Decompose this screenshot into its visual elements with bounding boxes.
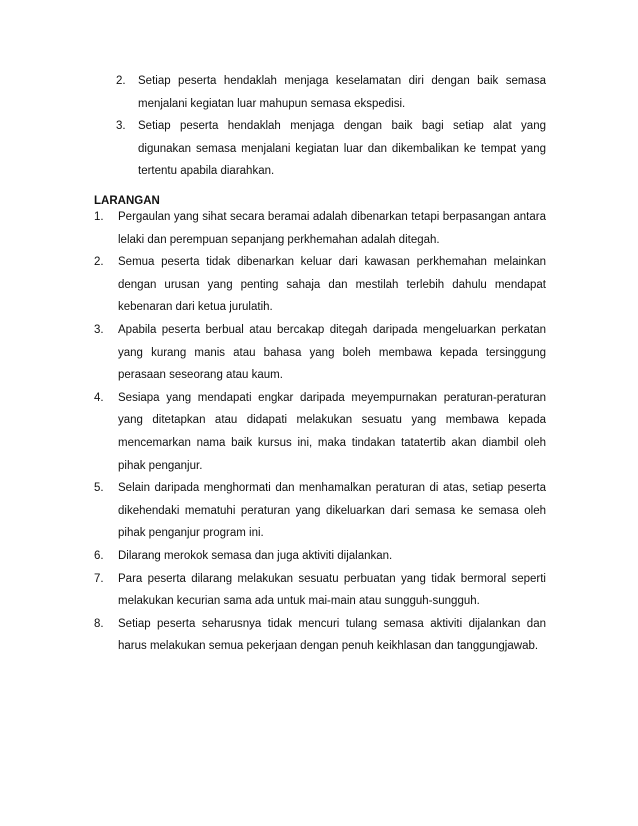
list-item [94, 545, 546, 568]
item-number: 4. [94, 391, 104, 404]
item-number: 3. [94, 323, 104, 336]
continued-rules-list [116, 70, 546, 183]
list-item [116, 70, 546, 115]
item-text: Selain daripada menghormati dan menhamalkan peraturan di atas, setiap peserta dikehendaki mematuhi peraturan yang dikeluarkan dari semasa ke semasa oleh pihak penganjur program ini. [118, 482, 546, 540]
item-text: Semua peserta tidak dibenarkan keluar dari kawasan perkhemahan melainkan dengan urusan yang penting sahaja dan mestilah terlebih dahulu mendapat kebenaran dari ketua jurulatih. [118, 256, 546, 314]
list-item [116, 115, 546, 183]
item-text: Para peserta dilarang melakukan sesuatu perbuatan yang tidak bermoral seperti melakukan kecurian sama ada untuk mai-main atau sungguh-sungguh. [118, 572, 546, 608]
list-item [94, 319, 546, 387]
item-number: 7. [94, 572, 104, 585]
item-number: 2. [94, 256, 104, 269]
item-number: 3. [116, 120, 126, 132]
item-number: 2. [116, 75, 126, 87]
item-text: Setiap peserta hendaklah menjaga keselamatan diri dengan baik semasa menjalani kegiatan luar mahupun semasa ekspedisi. [138, 75, 546, 110]
list-item [94, 613, 546, 658]
item-number: 1. [94, 211, 104, 223]
list-item [94, 251, 546, 319]
item-number: 8. [94, 617, 104, 630]
item-text: Dilarang merokok semasa dan juga aktiviti dijalankan. [118, 549, 393, 562]
item-text: Setiap peserta hendaklah menjaga dengan baik bagi setiap alat yang digunakan semasa menjalani kegiatan luar dan dikembalikan ke tempat yang tertentu apabila diarahkan. [138, 120, 546, 177]
section-heading: LARANGAN [94, 195, 160, 207]
list-item [94, 206, 546, 251]
item-text: Sesiapa yang mendapati engkar daripada meyempurnakan peraturan-peraturan yang ditetapkan atau didapati melakukan sesuatu yang membawa kepada mencemarkan nama baik kursus ini, maka tindakan tatatertib akan diambil oleh pihak penganjur. [118, 391, 546, 472]
list-item [94, 568, 546, 613]
larangan-list [94, 206, 546, 658]
item-number: 5. [94, 482, 104, 495]
item-text: Setiap peserta seharusnya tidak mencuri tulang semasa aktiviti dijalankan dan harus melakukan semua pekerjaan dengan penuh keikhlasan dan tanggungjawab. [118, 617, 546, 653]
list-item [94, 477, 546, 545]
item-number: 6. [94, 549, 104, 562]
item-text: Apabila peserta berbual atau bercakap ditegah daripada mengeluarkan perkatan yang kurang manis atau bahasa yang boleh membawa kepada tersinggung perasaan seseorang atau kaum. [118, 323, 546, 382]
list-item [94, 387, 546, 477]
item-text: Pergaulan yang sihat secara beramai adalah dibenarkan tetapi berpasangan antara lelaki dan perempuan sepanjang perkhemahan adalah ditegah. [118, 211, 546, 246]
